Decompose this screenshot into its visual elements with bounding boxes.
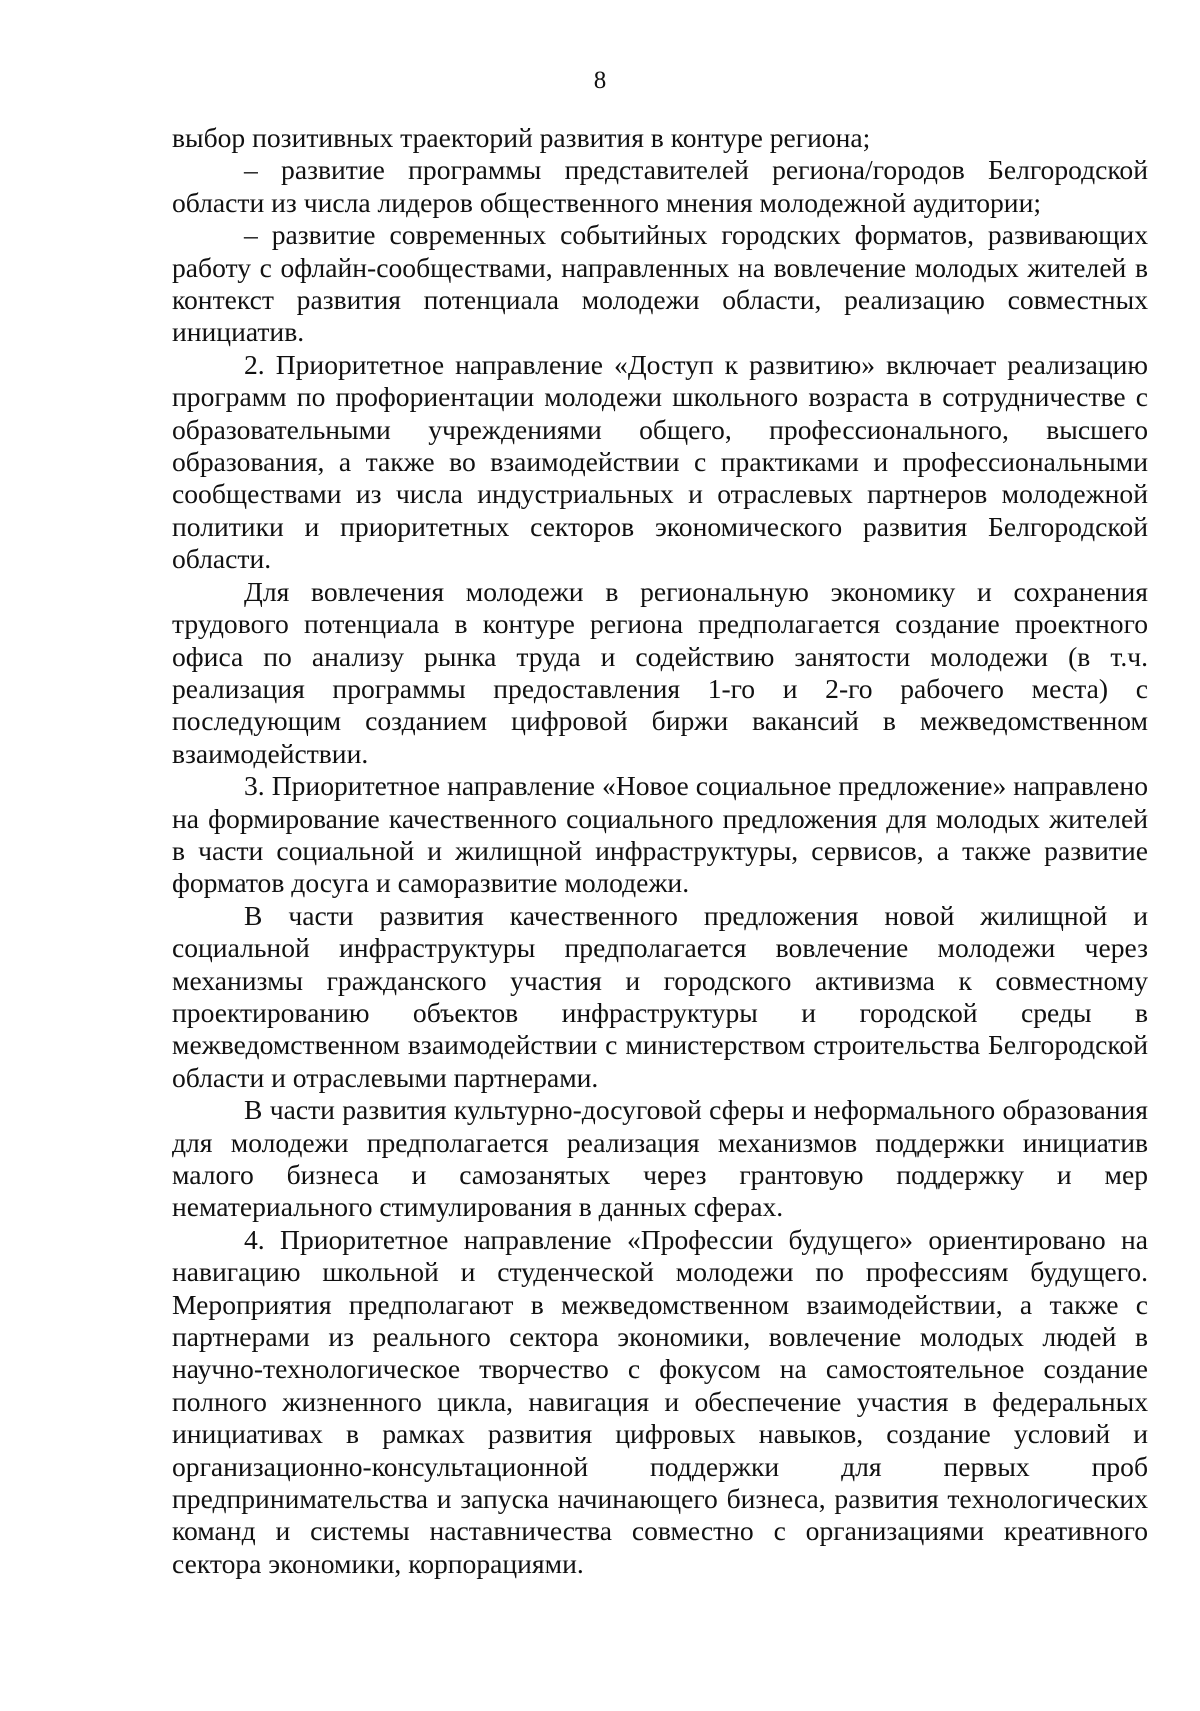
- paragraph-direction-3: 3. Приоритетное направление «Новое социальное предложение» направлено на формирование качественного социального предложения для молодых жителей в части социальной и жилищной инфраструктуры, сервисов, а также развитие форматов досуга и саморазвитие молодежи.: [172, 770, 1148, 899]
- paragraph-bullet-event-formats: – развитие современных событийных городских форматов, развивающих работу с офлайн-сообществами, направленных на вовлечение молодых жителей в контекст развития потенциала молодежи области, реализацию совместных инициатив.: [172, 219, 1148, 348]
- document-body: [172, 122, 1148, 1580]
- paragraph-direction-2: 2. Приоритетное направление «Доступ к развитию» включает реализацию программ по профориентации молодежи школьного возраста в сотрудничестве с образовательными учреждениями общего, профессионального, высшего образования, а также во взаимодействии с практиками и профессиональными сообществами из числа индустриальных и отраслевых партнеров молодежной политики и приоритетных секторов экономического развития Белгородской области.: [172, 348, 1148, 575]
- page-number: 8: [593, 67, 607, 94]
- paragraph-housing-infrastructure: В части развития качественного предложения новой жилищной и социальной инфраструктуры предполагается вовлечение молодежи через механизмы гражданского участия и городского активизма к совместному проектированию объектов инфраструктуры и городской среды в межведомственном взаимодействии с министерством строительства Белгородской области и отраслевыми партнерами.: [172, 899, 1148, 1093]
- paragraph-continuation: выбор позитивных траекторий развития в контуре региона;: [172, 122, 871, 153]
- paragraph-cultural-leisure: В части развития культурно-досуговой сферы и неформального образования для молодежи предполагается реализация механизмов поддержки инициатив малого бизнеса и самозанятых через грантовую поддержку и мер нематериального стимулирования в данных сферах.: [172, 1094, 1148, 1223]
- paragraph-direction-4: 4. Приоритетное направление «Профессии будущего» ориентировано на навигацию школьной и студенческой молодежи по профессиям будущего. Мероприятия предполагают в межведомственном взаимодействии, а также с партнерами из реального сектора экономики, вовлечение молодых людей в научно-технологическое творчество с фокусом на самостоятельное создание полного жизненного цикла, навигация и обеспечение участия в федеральных инициативах в рамках развития цифровых навыков, создание условий и организационно-консультационной поддержки для первых проб предпринимательства и запуска начинающего бизнеса, развития технологических команд и системы наставничества совместно с организациями креативного сектора экономики, корпорациями.: [172, 1223, 1148, 1579]
- paragraph-youth-economy: Для вовлечения молодежи в региональную экономику и сохранения трудового потенциала в контуре региона предполагается создание проектного офиса по анализу рынка труда и содействию занятости молодежи (в т.ч. реализация программы предоставления 1-го и 2-го рабочего места) с последующим созданием цифровой биржи вакансий в межведомственном взаимодействии.: [172, 575, 1148, 769]
- paragraph-bullet-representatives: – развитие программы представителей региона/городов Белгородской области из числа лидеров общественного мнения молодежной аудитории;: [172, 154, 1148, 218]
